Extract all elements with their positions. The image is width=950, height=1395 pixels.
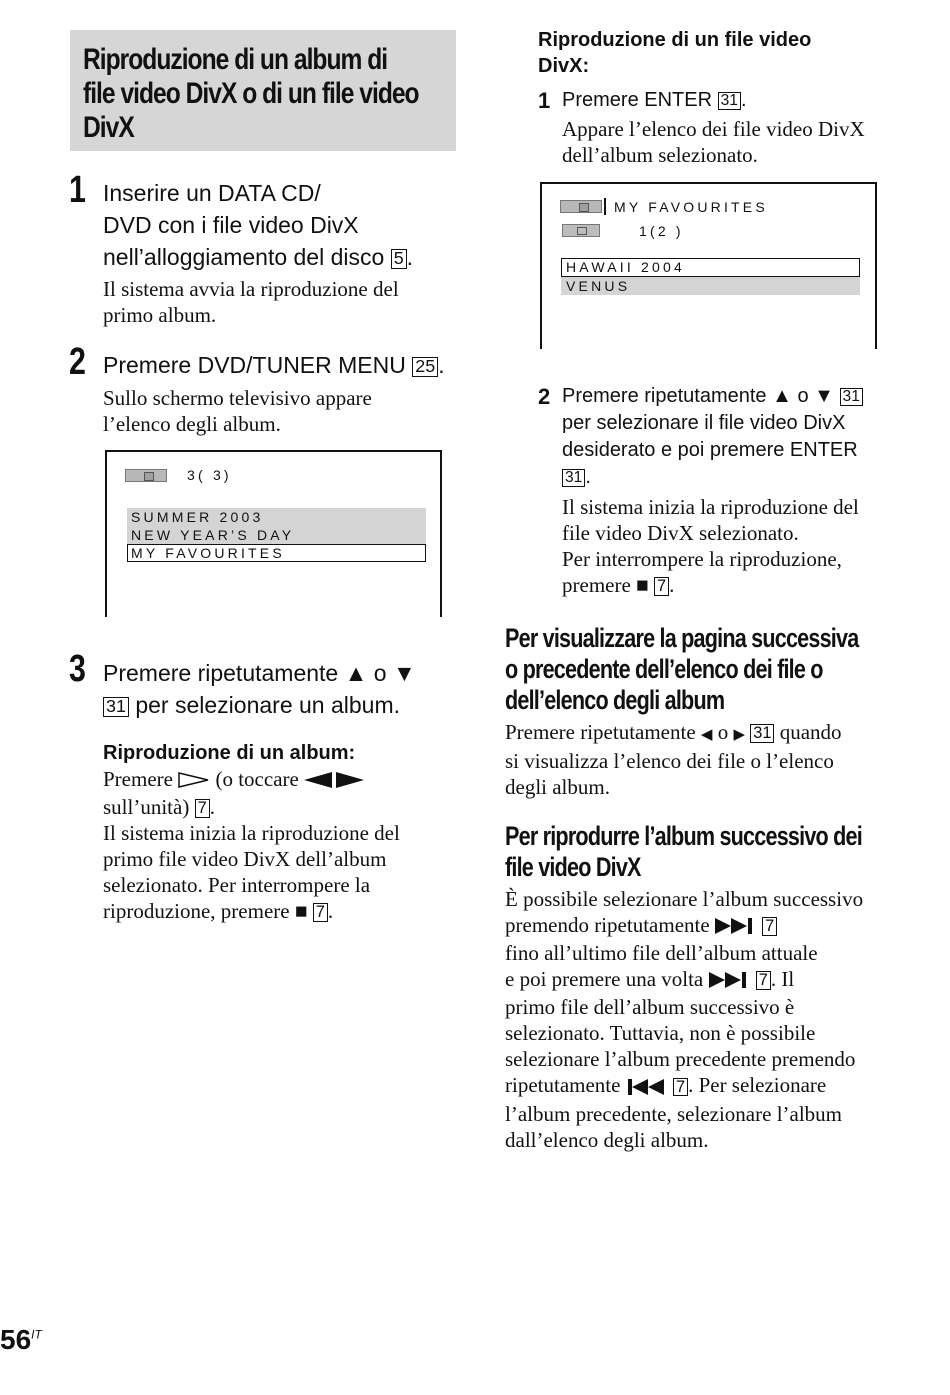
section-body — [505, 886, 863, 1153]
body-line — [505, 966, 863, 994]
arrow-right-icon: ▶ — [733, 727, 746, 743]
step-number: 1 — [69, 169, 85, 211]
page-number-value: 56 — [0, 1324, 32, 1355]
body-line: riproduzione, premere ■ 7 . — [103, 899, 334, 924]
ref-number: 25 — [412, 357, 438, 377]
ref-number: 7 — [756, 971, 771, 989]
heading-text: Premere ripetutamente — [562, 385, 767, 407]
body-line: È possibile selezionare l’album successivo — [505, 887, 864, 911]
file-step2-heading — [562, 383, 863, 491]
heading-line: DVD con i file video DivX — [103, 212, 359, 238]
body-text: o — [717, 720, 729, 744]
step-number: 2 — [538, 384, 551, 409]
body-line: degli album. — [505, 775, 610, 799]
ref-number: 7 — [313, 903, 328, 921]
arrow-down-icon: ▼ — [814, 385, 834, 407]
subheading-line: DivX: — [538, 55, 590, 77]
heading-text: o — [373, 660, 387, 686]
ref-number: 31 — [562, 469, 585, 487]
step1-heading — [103, 177, 413, 273]
file-row-selected: HAWAII 2004 — [561, 258, 860, 277]
body-line: l’elenco degli album. — [103, 412, 281, 436]
body-line: fino all’ultimo file dell’album attuale — [505, 941, 818, 966]
body-line: sull’unità) 7 . — [103, 795, 215, 820]
section-body — [505, 719, 842, 800]
ref-number: 7 — [673, 1078, 688, 1096]
ref-number: 31 — [750, 724, 774, 742]
body-line: si visualizza l’elenco dei file o l’elenco — [505, 749, 834, 773]
page-number — [0, 1324, 42, 1356]
ref-number: 31 — [103, 697, 129, 717]
step2-heading: Premere DVD/TUNER MENU 25 . — [103, 352, 445, 378]
folder-icon — [560, 200, 602, 213]
album-row: NEW YEAR’S DAY — [127, 526, 426, 544]
heading-line: file video DivX — [505, 852, 641, 882]
heading-line: desiderato e poi premere ENTER — [562, 439, 858, 461]
ref-number: 5 — [391, 249, 407, 269]
step2-body — [103, 385, 372, 437]
subheading — [538, 27, 811, 79]
album-row: SUMMER 2003 — [127, 508, 426, 526]
heading-text: nell’alloggiamento del disco — [103, 244, 385, 270]
body-text: riproduzione, premere — [103, 899, 290, 924]
separator — [604, 198, 606, 215]
tv-screen-file-list — [540, 182, 877, 349]
previous-track-icon — [626, 1075, 668, 1101]
ref-number: 7 — [762, 917, 777, 935]
title-line: file video DivX o di un file video — [83, 77, 419, 110]
body-line: selezionato. Tuttavia, non è possibile — [505, 1021, 816, 1046]
ref-number: 7 — [195, 799, 210, 817]
body-line: Appare l’elenco dei file video DivX — [562, 117, 865, 141]
title-line: Riproduzione di un album di — [83, 43, 388, 76]
heading-text: o — [797, 385, 809, 407]
body-text: . Per selezionare — [688, 1073, 827, 1098]
body-text: quando — [779, 720, 842, 744]
file-step2-body — [562, 494, 859, 598]
heading-text: per selezionare un album. — [135, 692, 401, 718]
current-album-name: MY FAVOURITES — [614, 199, 768, 215]
section-title-box — [70, 30, 456, 151]
arrow-left-icon: ◀ — [700, 727, 713, 743]
body-text: ripetutamente — [505, 1073, 621, 1098]
section-heading — [505, 821, 889, 883]
file-step1-body — [562, 116, 865, 168]
heading-text: Premere DVD/TUNER MENU — [103, 352, 406, 378]
arrow-up-icon: ▲ — [344, 660, 368, 686]
heading-line — [562, 383, 863, 410]
next-track-icon — [709, 968, 751, 994]
body-line — [505, 1072, 863, 1100]
body-text: sull’unità) — [103, 795, 190, 820]
body-line — [505, 719, 842, 748]
step-number: 2 — [69, 341, 85, 383]
file-count: 1(2 ) — [639, 223, 684, 239]
heading-line: per selezionare il file video DivX — [562, 412, 846, 434]
body-text: . Il — [770, 967, 795, 992]
album-row-selected: MY FAVOURITES — [127, 544, 426, 562]
heading-line: o precedente dell’elenco dei file o — [505, 654, 823, 684]
body-line — [505, 912, 863, 940]
album-count: 3( 3) — [187, 467, 232, 483]
heading-line: nell’alloggiamento del disco 5 . — [103, 244, 414, 270]
next-track-icon — [715, 914, 757, 940]
body-line: primo file video DivX dell’album — [103, 847, 387, 872]
file-step1-heading: Premere ENTER 31 . — [562, 89, 747, 111]
file-row: VENUS — [561, 277, 860, 295]
tv-screen-album-list — [105, 450, 442, 617]
subheading-line: Riproduzione di un file video — [538, 29, 812, 51]
heading-line: 31 . — [562, 464, 863, 491]
heading-line — [103, 689, 416, 721]
body-text: premere — [562, 573, 631, 597]
step-number: 3 — [69, 648, 85, 690]
stop-icon: ■ — [636, 573, 649, 597]
body-text: (o toccare — [215, 767, 299, 791]
heading-line: Inserire un DATA CD/ — [103, 180, 321, 206]
body-text: e poi premere una volta — [505, 967, 704, 992]
folder-icon — [125, 469, 167, 482]
subheading: Riproduzione di un album: — [103, 742, 356, 764]
heading-line: Per riprodurre l’album successivo dei — [505, 821, 862, 851]
body-text: premendo ripetutamente — [505, 913, 710, 937]
body-text: Premere ripetutamente — [505, 720, 696, 744]
disc-icon — [562, 224, 600, 237]
play-outline-icon — [178, 768, 210, 794]
ref-number: 31 — [840, 388, 863, 406]
body-line: selezionare l’album precedente premendo — [505, 1047, 856, 1072]
section-title — [83, 43, 452, 145]
body-line: primo file dell’album successivo è — [505, 995, 795, 1020]
body-line: Il sistema inizia la riproduzione del — [103, 821, 400, 846]
body-line — [103, 766, 400, 794]
body-line: dell’album selezionato. — [562, 143, 758, 167]
title-line: DivX — [83, 111, 134, 144]
arrow-up-icon: ▲ — [772, 385, 792, 407]
step3-heading — [103, 657, 416, 721]
section-heading — [505, 623, 889, 716]
body-line: Il sistema avvia la riproduzione del — [103, 277, 399, 301]
body-line: dall’elenco degli album. — [505, 1127, 709, 1152]
body-text: Premere — [103, 767, 173, 791]
body-line: Sullo schermo televisivo appare — [103, 386, 372, 410]
step1-body — [103, 276, 399, 328]
ref-number: 31 — [718, 92, 741, 110]
play-pause-icon — [304, 768, 366, 794]
body-line: selezionato. Per interrompere la — [103, 873, 371, 898]
step3-body — [103, 766, 400, 924]
ref-number: 7 — [654, 577, 669, 595]
body-line: premere ■ 7 . — [562, 573, 675, 597]
stop-icon: ■ — [294, 899, 308, 924]
heading-text: Premere ripetutamente — [103, 660, 339, 686]
heading-text: Premere ENTER — [562, 89, 713, 111]
heading-line: dell’elenco degli album — [505, 685, 725, 715]
arrow-down-icon: ▼ — [392, 660, 416, 686]
body-line: l’album precedente, selezionare l’album — [505, 1101, 843, 1126]
body-line: file video DivX selezionato. — [562, 521, 799, 545]
heading-line: Per visualizzare la pagina successiva — [505, 623, 859, 653]
body-line: primo album. — [103, 303, 217, 327]
step-number: 1 — [538, 88, 551, 113]
page-language: IT — [31, 1327, 42, 1342]
heading-line — [103, 657, 416, 689]
body-line: Il sistema inizia la riproduzione del — [562, 495, 859, 519]
body-line: Per interrompere la riproduzione, — [562, 547, 842, 571]
